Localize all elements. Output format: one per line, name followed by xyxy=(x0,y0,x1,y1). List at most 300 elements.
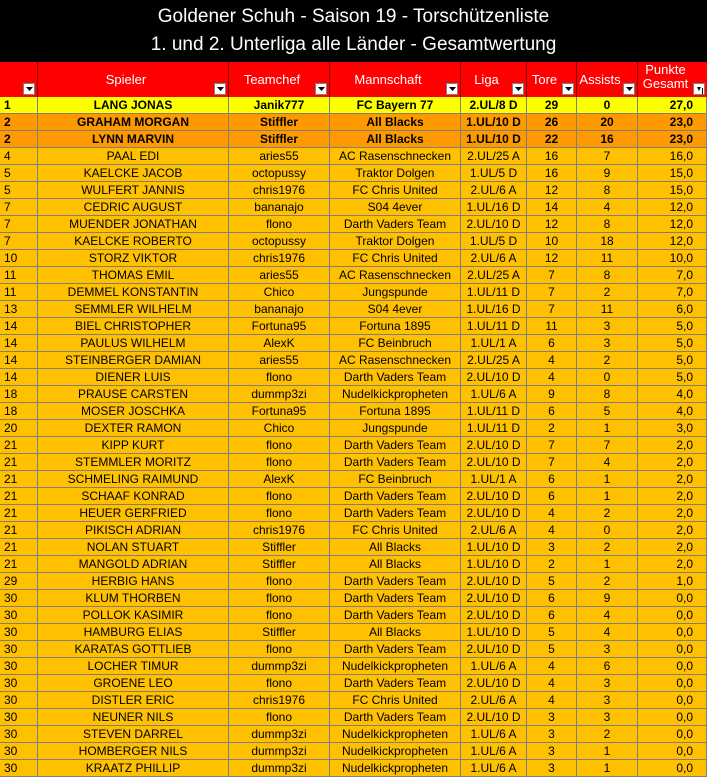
points-cell[interactable]: 2,0 xyxy=(638,522,707,539)
teamchef-cell[interactable]: flono xyxy=(229,709,330,726)
rank-cell[interactable]: 14 xyxy=(0,352,38,369)
team-cell[interactable]: Jungspunde xyxy=(330,284,461,301)
rank-cell[interactable]: 30 xyxy=(0,760,38,777)
league-cell[interactable]: 1.UL/6 A xyxy=(461,658,527,675)
goals-cell[interactable]: 4 xyxy=(527,675,577,692)
team-cell[interactable]: S04 4ever xyxy=(330,199,461,216)
assists-cell[interactable]: 4 xyxy=(577,199,638,216)
points-cell[interactable]: 2,0 xyxy=(638,437,707,454)
team-cell[interactable]: Fortuna 1895 xyxy=(330,318,461,335)
teamchef-cell[interactable]: octopussy xyxy=(229,233,330,250)
points-cell[interactable]: 23,0 xyxy=(638,131,707,148)
rank-cell[interactable]: 21 xyxy=(0,522,38,539)
goals-cell[interactable]: 3 xyxy=(527,539,577,556)
points-cell[interactable]: 23,0 xyxy=(638,114,707,131)
assists-cell[interactable]: 2 xyxy=(577,352,638,369)
assists-cell[interactable]: 5 xyxy=(577,403,638,420)
goals-cell[interactable]: 7 xyxy=(527,437,577,454)
league-cell[interactable]: 1.UL/11 D xyxy=(461,403,527,420)
league-cell[interactable]: 1.UL/16 D xyxy=(461,301,527,318)
league-cell[interactable]: 2.UL/6 A xyxy=(461,250,527,267)
teamchef-cell[interactable]: Chico xyxy=(229,420,330,437)
team-cell[interactable]: FC Chris United xyxy=(330,522,461,539)
team-cell[interactable]: S04 4ever xyxy=(330,301,461,318)
league-cell[interactable]: 2.UL/10 D xyxy=(461,709,527,726)
league-cell[interactable]: 2.UL/6 A xyxy=(461,692,527,709)
teamchef-cell[interactable]: chris1976 xyxy=(229,522,330,539)
points-cell[interactable]: 12,0 xyxy=(638,199,707,216)
goals-cell[interactable]: 11 xyxy=(527,318,577,335)
player-cell[interactable]: MANGOLD ADRIAN xyxy=(38,556,229,573)
assists-cell[interactable]: 2 xyxy=(577,726,638,743)
rank-cell[interactable]: 21 xyxy=(0,505,38,522)
teamchef-cell[interactable]: aries55 xyxy=(229,148,330,165)
player-cell[interactable]: LOCHER TIMUR xyxy=(38,658,229,675)
team-cell[interactable]: All Blacks xyxy=(330,114,461,131)
points-cell[interactable]: 2,0 xyxy=(638,539,707,556)
player-cell[interactable]: GRAHAM MORGAN xyxy=(38,114,229,131)
rank-cell[interactable]: 30 xyxy=(0,692,38,709)
league-cell[interactable]: 1.UL/10 D xyxy=(461,624,527,641)
points-cell[interactable]: 0,0 xyxy=(638,692,707,709)
assists-cell[interactable]: 1 xyxy=(577,760,638,777)
teamchef-cell[interactable]: flono xyxy=(229,437,330,454)
league-cell[interactable]: 1.UL/10 D xyxy=(461,539,527,556)
league-cell[interactable]: 2.UL/10 D xyxy=(461,607,527,624)
league-cell[interactable]: 2.UL/6 A xyxy=(461,182,527,199)
assists-cell[interactable]: 0 xyxy=(577,369,638,386)
team-cell[interactable]: Darth Vaders Team xyxy=(330,216,461,233)
rank-cell[interactable]: 18 xyxy=(0,403,38,420)
goals-cell[interactable]: 5 xyxy=(527,624,577,641)
player-cell[interactable]: DEXTER RAMON xyxy=(38,420,229,437)
player-cell[interactable]: DIENER LUIS xyxy=(38,369,229,386)
filter-dropdown-icon[interactable] xyxy=(512,83,524,95)
team-cell[interactable]: Darth Vaders Team xyxy=(330,369,461,386)
points-cell[interactable]: 2,0 xyxy=(638,454,707,471)
goals-cell[interactable]: 3 xyxy=(527,726,577,743)
league-cell[interactable]: 2.UL/8 D xyxy=(461,97,527,114)
league-cell[interactable]: 2.UL/10 D xyxy=(461,216,527,233)
points-cell[interactable]: 12,0 xyxy=(638,233,707,250)
rank-cell[interactable]: 13 xyxy=(0,301,38,318)
points-cell[interactable]: 5,0 xyxy=(638,335,707,352)
teamchef-cell[interactable]: bananajo xyxy=(229,301,330,318)
points-cell[interactable]: 6,0 xyxy=(638,301,707,318)
player-cell[interactable]: CEDRIC AUGUST xyxy=(38,199,229,216)
rank-cell[interactable]: 30 xyxy=(0,726,38,743)
teamchef-cell[interactable]: Janik777 xyxy=(229,97,330,114)
points-cell[interactable]: 15,0 xyxy=(638,182,707,199)
rank-cell[interactable]: 21 xyxy=(0,471,38,488)
rank-cell[interactable]: 29 xyxy=(0,573,38,590)
league-cell[interactable]: 2.UL/25 A xyxy=(461,148,527,165)
points-cell[interactable]: 5,0 xyxy=(638,318,707,335)
goals-cell[interactable]: 6 xyxy=(527,488,577,505)
teamchef-cell[interactable]: chris1976 xyxy=(229,250,330,267)
team-cell[interactable]: All Blacks xyxy=(330,624,461,641)
teamchef-cell[interactable]: chris1976 xyxy=(229,182,330,199)
goals-cell[interactable]: 6 xyxy=(527,335,577,352)
team-cell[interactable]: Jungspunde xyxy=(330,420,461,437)
teamchef-cell[interactable]: flono xyxy=(229,454,330,471)
player-cell[interactable]: LYNN MARVIN xyxy=(38,131,229,148)
team-cell[interactable]: All Blacks xyxy=(330,131,461,148)
league-cell[interactable]: 1.UL/10 D xyxy=(461,114,527,131)
assists-cell[interactable]: 18 xyxy=(577,233,638,250)
teamchef-cell[interactable]: flono xyxy=(229,590,330,607)
league-cell[interactable]: 1.UL/6 A xyxy=(461,743,527,760)
goals-cell[interactable]: 7 xyxy=(527,301,577,318)
player-cell[interactable]: BIEL CHRISTOPHER xyxy=(38,318,229,335)
player-cell[interactable]: HERBIG HANS xyxy=(38,573,229,590)
player-cell[interactable]: KARATAS GOTTLIEB xyxy=(38,641,229,658)
team-cell[interactable]: AC Rasenschnecken xyxy=(330,352,461,369)
team-cell[interactable]: FC Chris United xyxy=(330,692,461,709)
rank-cell[interactable]: 20 xyxy=(0,420,38,437)
player-cell[interactable]: STEINBERGER DAMIAN xyxy=(38,352,229,369)
team-cell[interactable]: Darth Vaders Team xyxy=(330,641,461,658)
teamchef-cell[interactable]: bananajo xyxy=(229,199,330,216)
rank-cell[interactable]: 21 xyxy=(0,454,38,471)
teamchef-cell[interactable]: Stiffler xyxy=(229,131,330,148)
teamchef-cell[interactable]: chris1976 xyxy=(229,692,330,709)
rank-cell[interactable]: 14 xyxy=(0,369,38,386)
goals-cell[interactable]: 6 xyxy=(527,590,577,607)
team-cell[interactable]: Darth Vaders Team xyxy=(330,454,461,471)
goals-cell[interactable]: 6 xyxy=(527,607,577,624)
player-cell[interactable]: PAAL EDI xyxy=(38,148,229,165)
goals-cell[interactable]: 3 xyxy=(527,743,577,760)
rank-cell[interactable]: 21 xyxy=(0,539,38,556)
goals-cell[interactable]: 9 xyxy=(527,386,577,403)
rank-cell[interactable]: 1 xyxy=(0,97,38,114)
points-cell[interactable]: 27,0 xyxy=(638,97,707,114)
assists-cell[interactable]: 8 xyxy=(577,182,638,199)
player-cell[interactable]: DISTLER ERIC xyxy=(38,692,229,709)
league-cell[interactable]: 1.UL/16 D xyxy=(461,199,527,216)
league-cell[interactable]: 2.UL/10 D xyxy=(461,369,527,386)
goals-cell[interactable]: 3 xyxy=(527,760,577,777)
team-cell[interactable]: Nudelkickpropheten xyxy=(330,386,461,403)
points-cell[interactable]: 0,0 xyxy=(638,641,707,658)
team-cell[interactable]: Nudelkickpropheten xyxy=(330,658,461,675)
league-cell[interactable]: 2.UL/10 D xyxy=(461,505,527,522)
assists-cell[interactable]: 9 xyxy=(577,165,638,182)
assists-cell[interactable]: 3 xyxy=(577,692,638,709)
goals-cell[interactable]: 29 xyxy=(527,97,577,114)
assists-cell[interactable]: 2 xyxy=(577,573,638,590)
teamchef-cell[interactable]: Stiffler xyxy=(229,624,330,641)
assists-cell[interactable]: 16 xyxy=(577,131,638,148)
league-cell[interactable]: 1.UL/1 A xyxy=(461,471,527,488)
team-cell[interactable]: FC Chris United xyxy=(330,250,461,267)
teamchef-cell[interactable]: flono xyxy=(229,216,330,233)
points-cell[interactable]: 1,0 xyxy=(638,573,707,590)
assists-cell[interactable]: 7 xyxy=(577,148,638,165)
points-cell[interactable]: 15,0 xyxy=(638,165,707,182)
assists-cell[interactable]: 11 xyxy=(577,301,638,318)
points-cell[interactable]: 2,0 xyxy=(638,488,707,505)
team-cell[interactable]: Darth Vaders Team xyxy=(330,488,461,505)
rank-cell[interactable]: 30 xyxy=(0,641,38,658)
teamchef-cell[interactable]: Chico xyxy=(229,284,330,301)
team-cell[interactable]: Darth Vaders Team xyxy=(330,590,461,607)
rank-cell[interactable]: 7 xyxy=(0,233,38,250)
goals-cell[interactable]: 5 xyxy=(527,573,577,590)
points-cell[interactable]: 0,0 xyxy=(638,709,707,726)
goals-cell[interactable]: 2 xyxy=(527,420,577,437)
goals-cell[interactable]: 4 xyxy=(527,522,577,539)
filter-dropdown-icon[interactable] xyxy=(562,83,574,95)
teamchef-cell[interactable]: flono xyxy=(229,675,330,692)
assists-cell[interactable]: 4 xyxy=(577,607,638,624)
league-cell[interactable]: 1.UL/10 D xyxy=(461,131,527,148)
team-cell[interactable]: AC Rasenschnecken xyxy=(330,267,461,284)
player-cell[interactable]: PIKISCH ADRIAN xyxy=(38,522,229,539)
teamchef-cell[interactable]: Stiffler xyxy=(229,539,330,556)
teamchef-cell[interactable]: flono xyxy=(229,641,330,658)
goals-cell[interactable]: 7 xyxy=(527,454,577,471)
rank-cell[interactable]: 4 xyxy=(0,148,38,165)
league-cell[interactable]: 2.UL/10 D xyxy=(461,641,527,658)
player-cell[interactable]: STEVEN DARREL xyxy=(38,726,229,743)
rank-cell[interactable]: 11 xyxy=(0,267,38,284)
rank-cell[interactable]: 30 xyxy=(0,675,38,692)
goals-cell[interactable]: 6 xyxy=(527,471,577,488)
player-cell[interactable]: MUENDER JONATHAN xyxy=(38,216,229,233)
team-cell[interactable]: FC Beinbruch xyxy=(330,471,461,488)
league-cell[interactable]: 1.UL/6 A xyxy=(461,760,527,777)
player-cell[interactable]: POLLOK KASIMIR xyxy=(38,607,229,624)
league-cell[interactable]: 2.UL/25 A xyxy=(461,352,527,369)
assists-cell[interactable]: 3 xyxy=(577,709,638,726)
player-cell[interactable]: WULFERT JANNIS xyxy=(38,182,229,199)
player-cell[interactable]: SCHMELING RAIMUND xyxy=(38,471,229,488)
assists-cell[interactable]: 2 xyxy=(577,539,638,556)
goals-cell[interactable]: 12 xyxy=(527,250,577,267)
assists-cell[interactable]: 0 xyxy=(577,97,638,114)
goals-cell[interactable]: 4 xyxy=(527,505,577,522)
goals-cell[interactable]: 16 xyxy=(527,165,577,182)
points-cell[interactable]: 10,0 xyxy=(638,250,707,267)
goals-cell[interactable]: 6 xyxy=(527,403,577,420)
league-cell[interactable]: 1.UL/11 D xyxy=(461,420,527,437)
assists-cell[interactable]: 0 xyxy=(577,522,638,539)
rank-cell[interactable]: 21 xyxy=(0,437,38,454)
teamchef-cell[interactable]: aries55 xyxy=(229,352,330,369)
teamchef-cell[interactable]: AlexK xyxy=(229,471,330,488)
league-cell[interactable]: 1.UL/1 A xyxy=(461,335,527,352)
rank-cell[interactable]: 30 xyxy=(0,590,38,607)
assists-cell[interactable]: 8 xyxy=(577,216,638,233)
player-cell[interactable]: HOMBERGER NILS xyxy=(38,743,229,760)
rank-cell[interactable]: 30 xyxy=(0,743,38,760)
team-cell[interactable]: Nudelkickpropheten xyxy=(330,760,461,777)
league-cell[interactable]: 2.UL/10 D xyxy=(461,454,527,471)
rank-cell[interactable]: 7 xyxy=(0,216,38,233)
league-cell[interactable]: 1.UL/6 A xyxy=(461,726,527,743)
goals-cell[interactable]: 2 xyxy=(527,556,577,573)
league-cell[interactable]: 1.UL/11 D xyxy=(461,318,527,335)
assists-cell[interactable]: 1 xyxy=(577,420,638,437)
player-cell[interactable]: KAELCKE JACOB xyxy=(38,165,229,182)
rank-cell[interactable]: 21 xyxy=(0,556,38,573)
team-cell[interactable]: Nudelkickpropheten xyxy=(330,743,461,760)
league-cell[interactable]: 2.UL/10 D xyxy=(461,675,527,692)
rank-cell[interactable]: 14 xyxy=(0,318,38,335)
points-cell[interactable]: 5,0 xyxy=(638,352,707,369)
team-cell[interactable]: Darth Vaders Team xyxy=(330,437,461,454)
player-cell[interactable]: PAULUS WILHELM xyxy=(38,335,229,352)
teamchef-cell[interactable]: flono xyxy=(229,488,330,505)
teamchef-cell[interactable]: Fortuna95 xyxy=(229,403,330,420)
player-cell[interactable]: HAMBURG ELIAS xyxy=(38,624,229,641)
assists-cell[interactable]: 1 xyxy=(577,488,638,505)
filter-dropdown-icon[interactable] xyxy=(623,83,635,95)
teamchef-cell[interactable]: Stiffler xyxy=(229,114,330,131)
rank-cell[interactable]: 30 xyxy=(0,607,38,624)
points-cell[interactable]: 0,0 xyxy=(638,726,707,743)
assists-cell[interactable]: 20 xyxy=(577,114,638,131)
goals-cell[interactable]: 4 xyxy=(527,369,577,386)
team-cell[interactable]: Darth Vaders Team xyxy=(330,607,461,624)
assists-cell[interactable]: 4 xyxy=(577,454,638,471)
team-cell[interactable]: FC Beinbruch xyxy=(330,335,461,352)
rank-cell[interactable]: 2 xyxy=(0,131,38,148)
teamchef-cell[interactable]: Stiffler xyxy=(229,556,330,573)
points-cell[interactable]: 3,0 xyxy=(638,420,707,437)
team-cell[interactable]: Darth Vaders Team xyxy=(330,573,461,590)
teamchef-cell[interactable]: dummp3zi xyxy=(229,386,330,403)
goals-cell[interactable]: 4 xyxy=(527,692,577,709)
league-cell[interactable]: 1.UL/5 D xyxy=(461,165,527,182)
assists-cell[interactable]: 3 xyxy=(577,675,638,692)
league-cell[interactable]: 2.UL/10 D xyxy=(461,488,527,505)
goals-cell[interactable]: 12 xyxy=(527,182,577,199)
league-cell[interactable]: 2.UL/10 D xyxy=(461,573,527,590)
rank-cell[interactable]: 7 xyxy=(0,199,38,216)
player-cell[interactable]: KLUM THORBEN xyxy=(38,590,229,607)
league-cell[interactable]: 2.UL/10 D xyxy=(461,437,527,454)
goals-cell[interactable]: 12 xyxy=(527,216,577,233)
points-cell[interactable]: 0,0 xyxy=(638,624,707,641)
assists-cell[interactable]: 8 xyxy=(577,386,638,403)
goals-cell[interactable]: 4 xyxy=(527,658,577,675)
rank-cell[interactable]: 30 xyxy=(0,709,38,726)
goals-cell[interactable]: 7 xyxy=(527,267,577,284)
rank-cell[interactable]: 30 xyxy=(0,624,38,641)
goals-cell[interactable]: 22 xyxy=(527,131,577,148)
points-cell[interactable]: 12,0 xyxy=(638,216,707,233)
teamchef-cell[interactable]: Fortuna95 xyxy=(229,318,330,335)
league-cell[interactable]: 1.UL/6 A xyxy=(461,386,527,403)
league-cell[interactable]: 1.UL/10 D xyxy=(461,556,527,573)
player-cell[interactable]: SCHAAF KONRAD xyxy=(38,488,229,505)
teamchef-cell[interactable]: dummp3zi xyxy=(229,743,330,760)
assists-cell[interactable]: 2 xyxy=(577,505,638,522)
player-cell[interactable]: STEMMLER MORITZ xyxy=(38,454,229,471)
team-cell[interactable]: All Blacks xyxy=(330,539,461,556)
assists-cell[interactable]: 3 xyxy=(577,335,638,352)
rank-cell[interactable]: 14 xyxy=(0,335,38,352)
team-cell[interactable]: Darth Vaders Team xyxy=(330,675,461,692)
points-cell[interactable]: 0,0 xyxy=(638,675,707,692)
assists-cell[interactable]: 1 xyxy=(577,471,638,488)
player-cell[interactable]: HEUER GERFRIED xyxy=(38,505,229,522)
goals-cell[interactable]: 7 xyxy=(527,284,577,301)
filter-dropdown-icon[interactable] xyxy=(23,83,35,95)
assists-cell[interactable]: 4 xyxy=(577,624,638,641)
assists-cell[interactable]: 1 xyxy=(577,556,638,573)
assists-cell[interactable]: 7 xyxy=(577,437,638,454)
points-cell[interactable]: 0,0 xyxy=(638,607,707,624)
rank-cell[interactable]: 10 xyxy=(0,250,38,267)
assists-cell[interactable]: 3 xyxy=(577,641,638,658)
team-cell[interactable]: AC Rasenschnecken xyxy=(330,148,461,165)
player-cell[interactable]: NEUNER NILS xyxy=(38,709,229,726)
rank-cell[interactable]: 30 xyxy=(0,658,38,675)
rank-cell[interactable]: 11 xyxy=(0,284,38,301)
team-cell[interactable]: FC Chris United xyxy=(330,182,461,199)
points-cell[interactable]: 0,0 xyxy=(638,760,707,777)
player-cell[interactable]: KRAATZ PHILLIP xyxy=(38,760,229,777)
filter-dropdown-icon[interactable] xyxy=(446,83,458,95)
teamchef-cell[interactable]: dummp3zi xyxy=(229,760,330,777)
rank-cell[interactable]: 21 xyxy=(0,488,38,505)
goals-cell[interactable]: 3 xyxy=(527,709,577,726)
player-cell[interactable]: DEMMEL KONSTANTIN xyxy=(38,284,229,301)
assists-cell[interactable]: 3 xyxy=(577,318,638,335)
team-cell[interactable]: All Blacks xyxy=(330,556,461,573)
league-cell[interactable]: 2.UL/25 A xyxy=(461,267,527,284)
player-cell[interactable]: LANG JONAS xyxy=(38,97,229,114)
assists-cell[interactable]: 2 xyxy=(577,284,638,301)
filter-dropdown-icon[interactable] xyxy=(315,83,327,95)
assists-cell[interactable]: 9 xyxy=(577,590,638,607)
goals-cell[interactable]: 14 xyxy=(527,199,577,216)
league-cell[interactable]: 2.UL/6 A xyxy=(461,522,527,539)
goals-cell[interactable]: 26 xyxy=(527,114,577,131)
player-cell[interactable]: GROENE LEO xyxy=(38,675,229,692)
points-cell[interactable]: 2,0 xyxy=(638,505,707,522)
points-cell[interactable]: 0,0 xyxy=(638,658,707,675)
goals-cell[interactable]: 4 xyxy=(527,352,577,369)
team-cell[interactable]: FC Bayern 77 xyxy=(330,97,461,114)
team-cell[interactable]: Nudelkickpropheten xyxy=(330,726,461,743)
teamchef-cell[interactable]: dummp3zi xyxy=(229,658,330,675)
points-cell[interactable]: 0,0 xyxy=(638,590,707,607)
points-cell[interactable]: 2,0 xyxy=(638,471,707,488)
points-cell[interactable]: 7,0 xyxy=(638,267,707,284)
player-cell[interactable]: MOSER JOSCHKA xyxy=(38,403,229,420)
league-cell[interactable]: 2.UL/10 D xyxy=(461,590,527,607)
rank-cell[interactable]: 2 xyxy=(0,114,38,131)
teamchef-cell[interactable]: flono xyxy=(229,607,330,624)
league-cell[interactable]: 1.UL/11 D xyxy=(461,284,527,301)
sort-descending-icon[interactable] xyxy=(693,83,705,95)
team-cell[interactable]: Traktor Dolgen xyxy=(330,165,461,182)
league-cell[interactable]: 1.UL/5 D xyxy=(461,233,527,250)
assists-cell[interactable]: 6 xyxy=(577,658,638,675)
rank-cell[interactable]: 18 xyxy=(0,386,38,403)
teamchef-cell[interactable]: aries55 xyxy=(229,267,330,284)
points-cell[interactable]: 4,0 xyxy=(638,403,707,420)
goals-cell[interactable]: 10 xyxy=(527,233,577,250)
player-cell[interactable]: NOLAN STUART xyxy=(38,539,229,556)
points-cell[interactable]: 2,0 xyxy=(638,556,707,573)
filter-dropdown-icon[interactable] xyxy=(214,83,226,95)
